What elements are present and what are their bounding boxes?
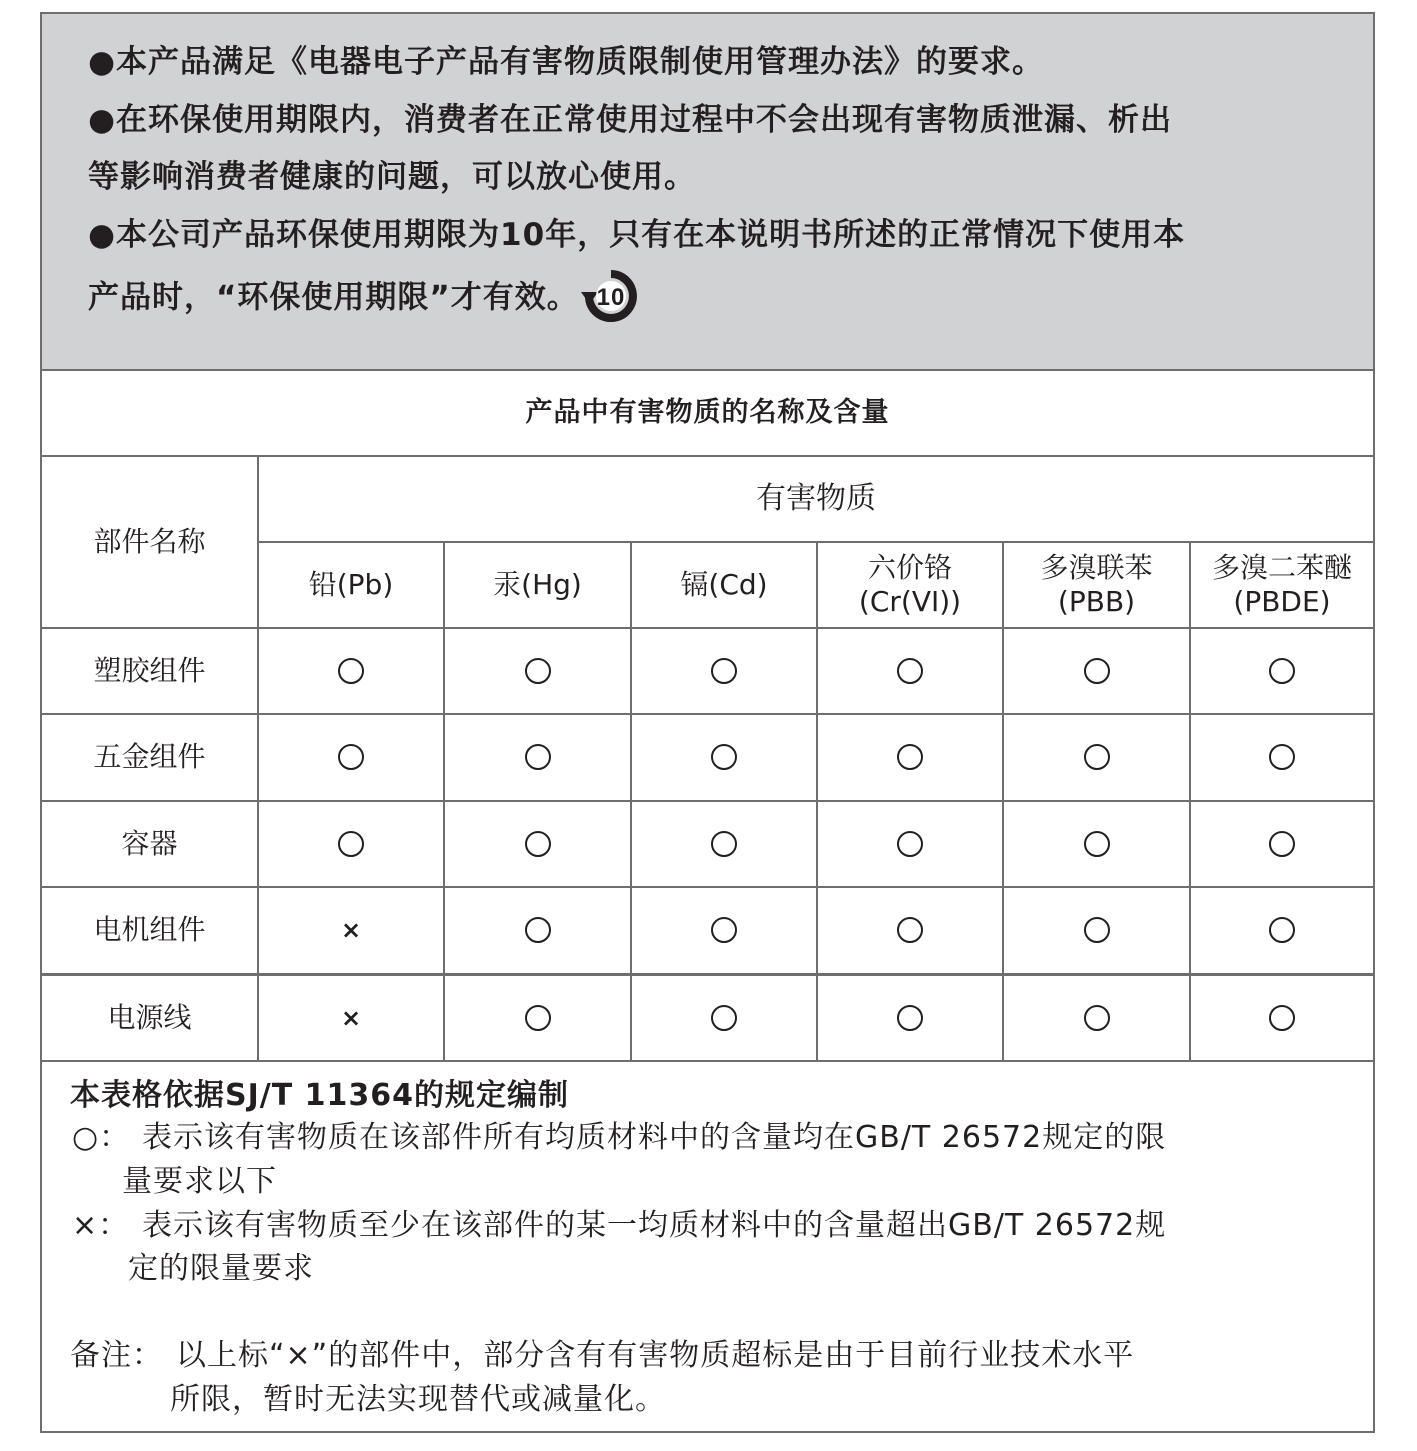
circle-legend-text-1: 表示该有害物质在该部件所有均质材料中的含量均在GB/T 26572规定的限 [142,1120,1167,1155]
substance-cell [259,802,443,886]
substance-cell [632,976,816,1060]
compliant-circle-mark [711,1005,737,1031]
compliant-circle-mark [711,658,737,684]
remark-text-1: 以上标“×”的部件中，部分含有有害物质超标是由于目前行业技术水平 [176,1338,1135,1373]
compliant-circle-mark [711,831,737,857]
substance-cell [445,976,630,1060]
column-header-cd: 镉 (Cd) [680,568,768,601]
circle-legend-text-2: 量要求以下 [122,1164,277,1199]
substance-cell [818,888,1002,972]
substance-cell [1004,802,1189,886]
column-header-cr6: 六价铬 (Cr(VI)) [858,551,962,618]
column-header-pb: 铅 (Pb) [308,568,394,601]
compliant-circle-mark [897,744,923,770]
substance-cell [1004,629,1189,713]
document-frame [40,12,1375,1433]
substance-cell [259,629,443,713]
substance-cell [1191,976,1373,1060]
substance-cell [818,715,1002,799]
column-header-hg: 汞 (Hg) [493,568,582,601]
remark-text-2: 所限，暂时无法实现替代或减量化。 [170,1382,666,1417]
compliant-circle-mark [1269,917,1295,943]
compliant-circle-mark [338,744,364,770]
header-hazardous-substances: 有害物质 [756,481,876,516]
column-header-pbb: 多溴联苯 (PBB) [1040,551,1153,618]
row-part-name: 电机组件 [93,913,206,946]
compliant-circle-mark [1084,744,1110,770]
row-part-name: 电源线 [107,1001,192,1034]
compliant-circle-mark [1084,1005,1110,1031]
substance-cell [259,715,443,799]
substance-cell [445,888,630,972]
substance-cell [445,629,630,713]
compliant-circle-mark [1269,744,1295,770]
table-basis-note: 本表格依据SJ/T 11364的规定编制 [70,1078,570,1113]
compliant-circle-mark [525,1005,551,1031]
substance-cell [1004,715,1189,799]
compliant-circle-mark [711,917,737,943]
substance-cell [1191,802,1373,886]
notice-line-2: ●在环保使用期限内，消费者在正常使用过程中不会出现有害物质泄漏、析出 [88,102,1173,138]
row-part-name: 容器 [121,827,178,860]
cross-legend-text-2: 定的限量要求 [128,1251,314,1286]
exceeds-cross-mark: × [340,916,362,944]
substance-cell [632,629,816,713]
compliant-circle-mark [1084,917,1110,943]
compliant-circle-mark [897,1005,923,1031]
column-header-pbde: 多溴二苯醚 (PBDE) [1211,551,1352,618]
substance-cell [632,715,816,799]
substance-cell [818,802,1002,886]
compliant-circle-mark [1269,831,1295,857]
row-part-name: 五金组件 [93,740,206,773]
grid-line [42,1060,1373,1062]
substance-cell [445,802,630,886]
notice-box [42,14,1373,371]
circle-legend-symbol: ○： [72,1120,131,1155]
table-title: 产品中有害物质的名称及含量 [42,371,1373,457]
substance-cell [259,976,443,1060]
notice-line-1: ●本产品满足《电器电子产品有害物质限制使用管理办法》的要求。 [88,44,1045,80]
notice-line-5-text: 产品时，“环保使用期限”才有效。 [88,279,579,316]
compliant-circle-mark [1269,658,1295,684]
substance-cell [818,629,1002,713]
compliant-circle-mark [525,658,551,684]
notice-line-3: 等影响消费者健康的问题，可以放心使用。 [88,159,696,195]
substance-cell [1004,976,1189,1060]
substance-cell [445,715,630,799]
compliant-circle-mark [1084,658,1110,684]
substance-cell [1191,629,1373,713]
header-part-name: 部件名称 [93,525,206,558]
notice-line-5 [88,273,641,325]
compliant-circle-mark [897,658,923,684]
compliant-circle-mark [525,831,551,857]
compliant-circle-mark [1269,1005,1295,1031]
notice-line-4: ●本公司产品环保使用期限为10年，只有在本说明书所述的正常情况下使用本 [88,217,1186,253]
substance-cell [632,888,816,972]
exceeds-cross-mark: × [340,1004,362,1032]
substance-cell [632,802,816,886]
epup-number: 10 [596,284,626,311]
cross-legend-symbol: ×： [72,1208,130,1243]
substance-cell [1004,888,1189,972]
cross-legend-text-1: 表示该有害物质至少在该部件的某一均质材料中的含量超出GB/T 26572规 [142,1208,1167,1243]
substance-cell [818,976,1002,1060]
compliant-circle-mark [897,917,923,943]
substance-cell [259,888,443,972]
compliant-circle-mark [525,917,551,943]
compliant-circle-mark [338,831,364,857]
substance-cell [1191,888,1373,972]
substance-cell [1191,715,1373,799]
epup-10-icon [581,270,641,322]
compliant-circle-mark [897,831,923,857]
compliant-circle-mark [338,658,364,684]
compliant-circle-mark [711,744,737,770]
remark-label: 备注： [70,1338,163,1373]
row-part-name: 塑胶组件 [93,654,206,687]
compliant-circle-mark [525,744,551,770]
compliant-circle-mark [1084,831,1110,857]
